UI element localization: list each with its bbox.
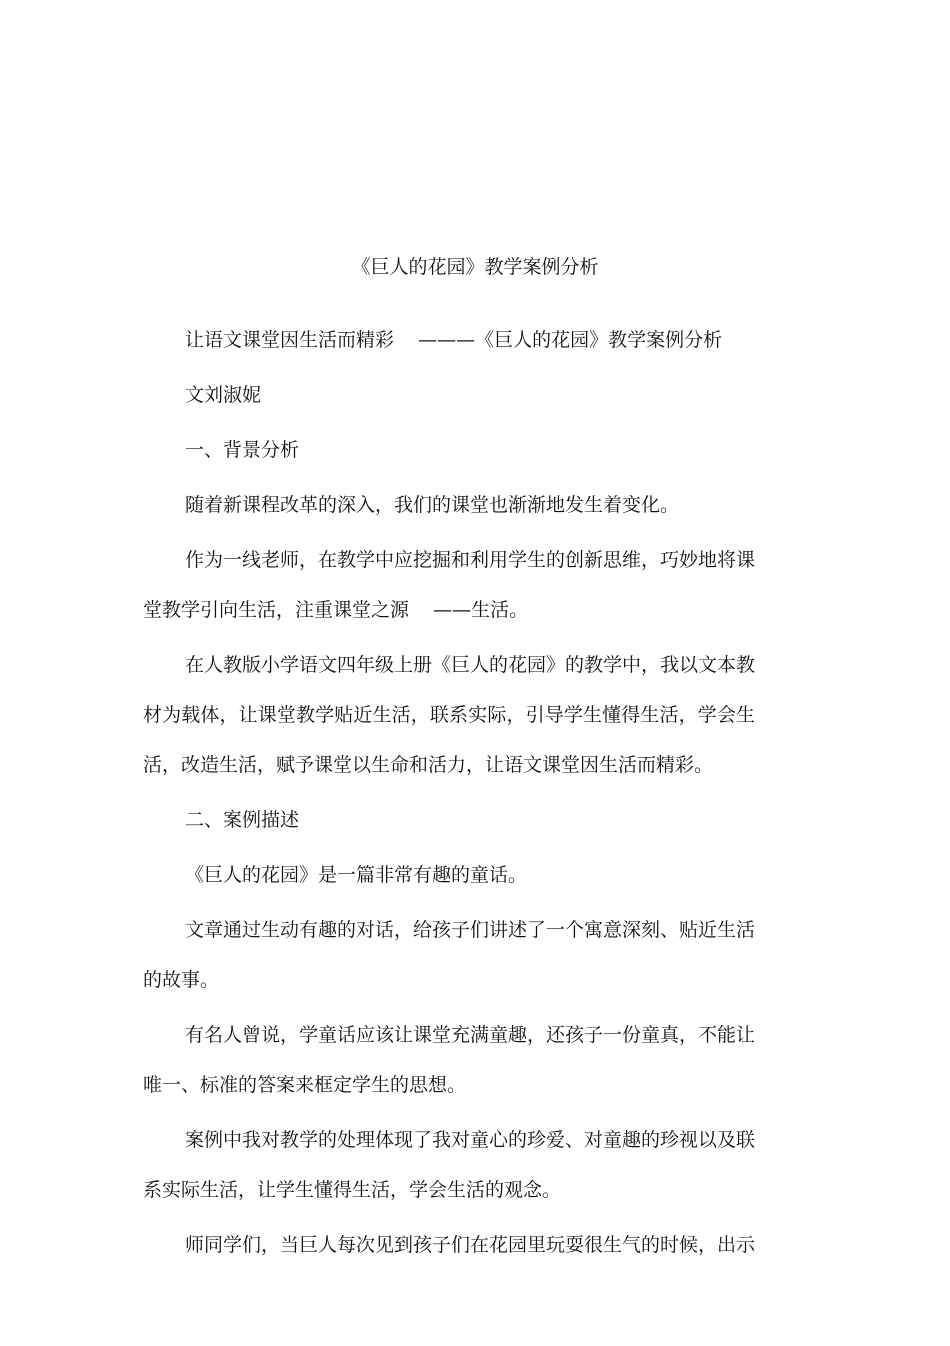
- paragraph: 随着新课程改革的深入，我们的课堂也渐渐地发生着变化。: [185, 494, 680, 516]
- author-line: 文刘淑妮: [185, 384, 262, 406]
- document-body: [143, 315, 755, 1275]
- paragraph: 作为一线老师，在教学中应挖掘和利用学生的创新思维，巧妙地将课堂教学引向生活，注重课堂之源 ——生活。: [143, 549, 756, 621]
- paragraph: 案例中我对教学的处理体现了我对童心的珍爱、对童趣的珍视以及联系实际生活，让学生懂得生活，学会生活的观念。: [143, 1129, 756, 1201]
- paragraph: 《巨人的花园》是一篇非常有趣的童话。: [185, 864, 528, 886]
- subtitle-line: 让语文课堂因生活而精彩 ———《巨人的花园》教学案例分析: [185, 329, 723, 351]
- paragraph: 师同学们，当巨人每次见到孩子们在花园里玩耍很生气的时候，出示: [185, 1234, 756, 1256]
- paragraph: 在人教版小学语文四年级上册《巨人的花园》的教学中，我以文本教材为载体，让课堂教学贴近生活，联系实际，引导学生懂得生活，学会生活，改造生活，赋予课堂以生命和活力，让语文课堂因生活而精彩。: [143, 654, 756, 776]
- paragraph: 有名人曾说，学童话应该让课堂充满童趣，还孩子一份童真，不能让唯一、标准的答案来框定学生的思想。: [143, 1024, 756, 1096]
- paragraph: 文章通过生动有趣的对话，给孩子们讲述了一个寓意深刻、贴近生活的故事。: [143, 919, 756, 991]
- section-heading-case: 二、案例描述: [185, 809, 300, 831]
- document-title: 《巨人的花园》教学案例分析: [351, 256, 599, 278]
- section-heading-background: 一、背景分析: [185, 439, 300, 461]
